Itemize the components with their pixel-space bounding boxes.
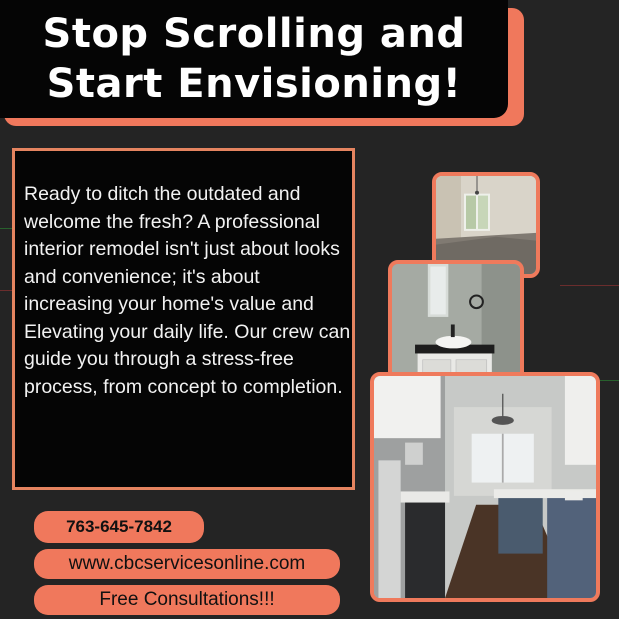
website-text: www.cbcservicesonline.com (68, 553, 306, 574)
description-text: Ready to ditch the outdated and welcome the fresh? A professional interior remodel isn't just about looks and convenience; it's about increasing your home's value and Elevating your daily life. Our crew can guide you through a stress-free process, from concept to completion. (24, 183, 351, 398)
phone-number-badge[interactable] (34, 511, 204, 543)
decorative-line (560, 285, 619, 286)
phone-number-text: 763-645-7842 (66, 517, 172, 536)
description-panel (12, 148, 355, 490)
headline-title: Stop Scrolling and Start Envisioning! (42, 11, 466, 107)
kitchen-remodel-photo (370, 372, 600, 602)
headline-banner (0, 0, 508, 118)
website-link[interactable] (34, 549, 340, 579)
free-consultation-text: Free Consultations!!! (99, 589, 275, 610)
free-consultation-badge (34, 585, 340, 615)
